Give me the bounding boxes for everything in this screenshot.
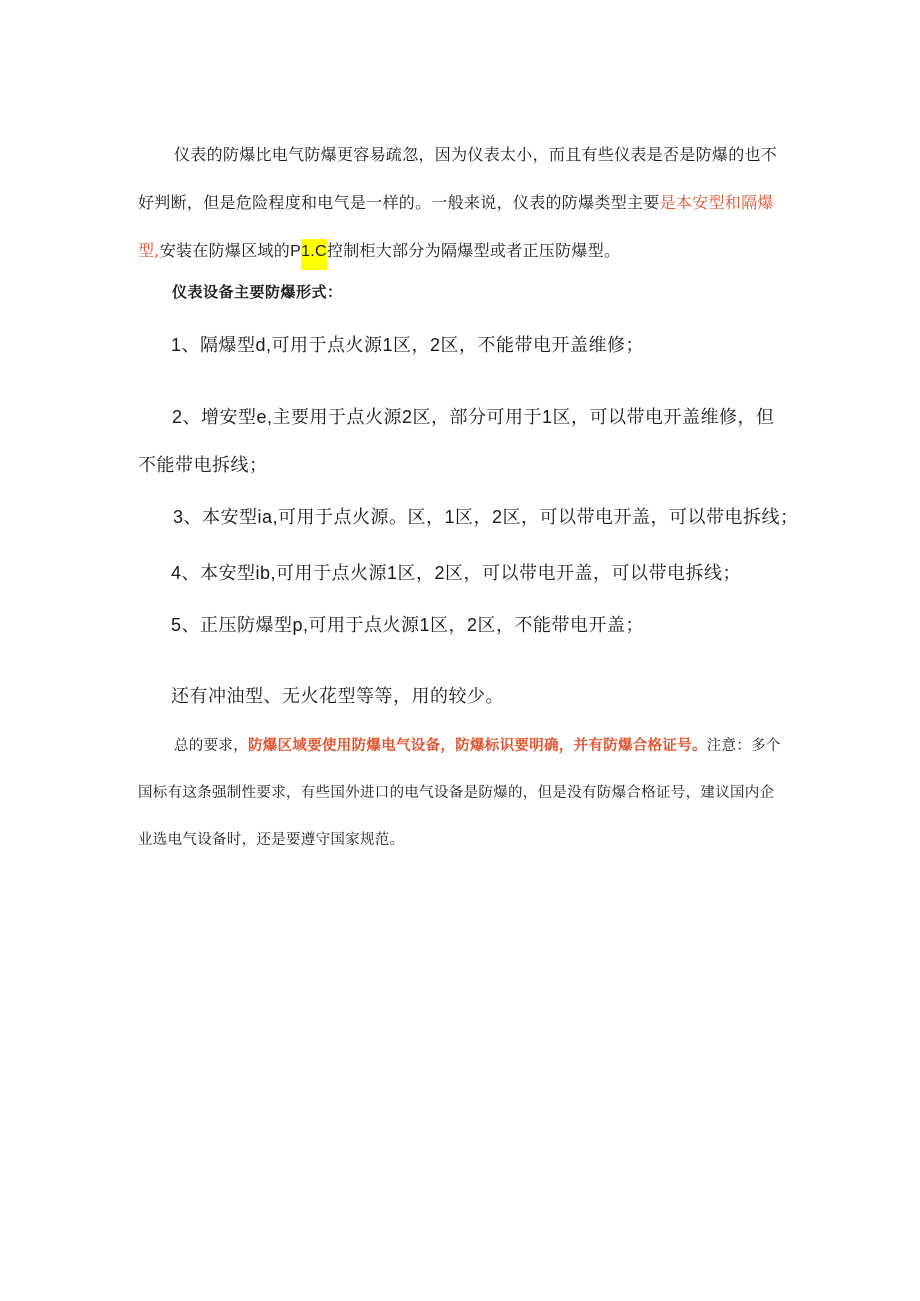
summary-paragraph: [138, 722, 788, 864]
summary-prefix: 总的要求，: [174, 738, 248, 754]
plc-text-p: P: [290, 243, 302, 260]
list-item-3: 3、本安型ia,可用于点火源。区，1区，2区，可以带电开盖，可以带电拆线；: [173, 507, 799, 527]
list-item-5: 5、正压防爆型p,可用于点火源1区，2区，不能带电开盖；: [171, 615, 645, 635]
intro-text-end: 控制柜大部分为隔爆型或者正压防爆型。: [326, 241, 621, 260]
summary-rest: 注意：多个国标有这条强制性要求，有些国外进口的电气设备是防爆的，但是没有防爆合格证号，建议国内企业选电气设备时，还是要遵守国家规范。: [138, 738, 781, 848]
plc-highlighted-text: [301, 239, 327, 270]
list-item-4: 4、本安型ib,可用于点火源1区，2区，可以带电开盖，可以带电拆线；: [171, 563, 742, 583]
list-item-1: 1、隔爆型d,可用于点火源1区，2区，不能带电开盖维修；: [171, 335, 645, 355]
intro-text-before-red: 仪表的防爆比电气防爆更容易疏忽，因为仪表太小，而且有些仪表是否是防爆的也不好判断，但是危险程度和电气是一样的。一般来说，仪表的防爆类型主要: [138, 145, 778, 212]
intro-red-text: 是本安型和隔爆型,: [138, 193, 774, 260]
plc-text-1: 1: [301, 243, 311, 260]
section-heading: 仪表设备主要防爆形式：: [172, 283, 343, 301]
intro-text-after-red: 安装在防爆区域的: [159, 241, 291, 260]
list-item-2: 2、增安型e,主要用于点火源2区，部分可用于1区，可以带电开盖维修，但不能带电拆线；: [138, 407, 775, 475]
plc-text-c: .C: [310, 243, 327, 260]
intro-paragraph: [138, 131, 788, 276]
summary-red-bold: 防爆区域要使用防爆电气设备，防爆标识要明确，并有防爆合格证号。: [248, 737, 707, 754]
other-types-text: 还有冲油型、无火花型等等，用的较少。: [171, 686, 504, 706]
